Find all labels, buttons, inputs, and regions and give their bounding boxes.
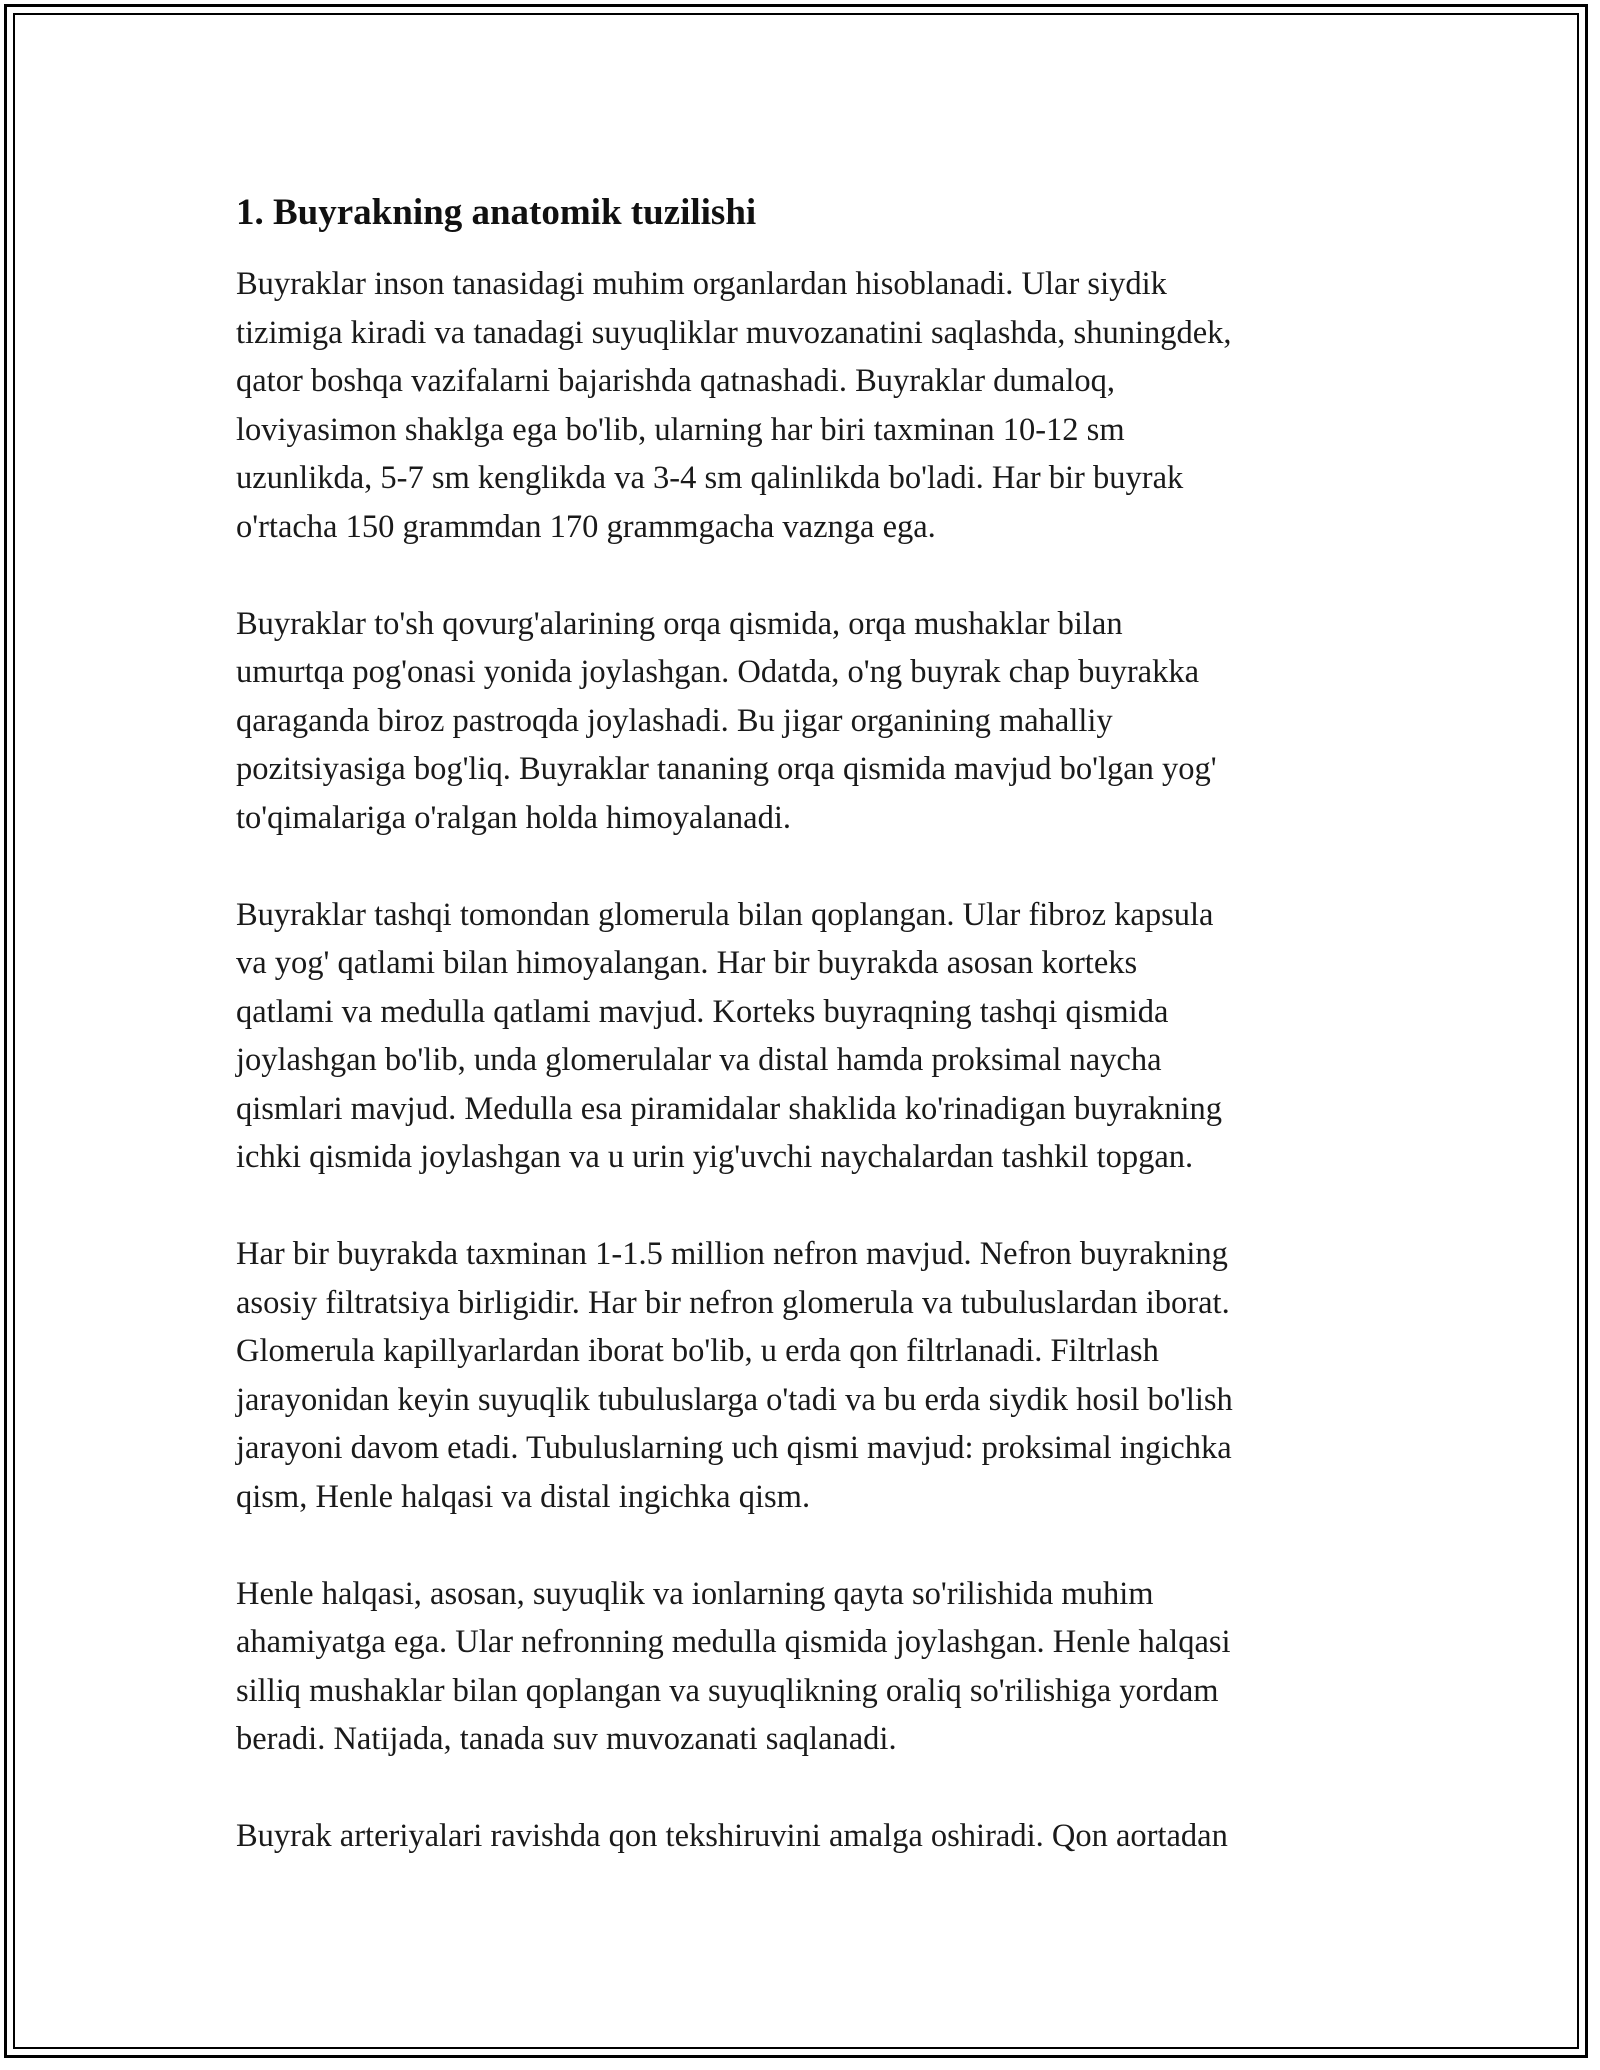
paragraph-3 bbox=[236, 891, 1366, 1182]
paragraph-line: umurtqa pog'onasi yonida joylashgan. Odatda, o'ng buyrak chap buyrakka bbox=[236, 654, 1200, 690]
paragraph-line: ahamiyatga ega. Ular nefronning medulla qismida joylashgan. Henle halqasi bbox=[236, 1624, 1231, 1660]
paragraph-5 bbox=[236, 1570, 1366, 1764]
paragraph-line: to'qimalariga o'ralgan holda himoyalanadi. bbox=[236, 799, 792, 836]
paragraph-line: joylashgan bo'lib, unda glomerulalar va distal hamda proksimal naycha bbox=[236, 1042, 1162, 1078]
paragraph-line: Buyraklar inson tanasidagi muhim organlardan hisoblanadi. Ular siydik bbox=[236, 266, 1167, 302]
paragraph-line: Henle halqasi, asosan, suyuqlik va ionlarning qayta so'rilishida muhim bbox=[236, 1575, 1154, 1612]
section-heading: 1. Buyrakning anatomik tuzilishi bbox=[236, 192, 757, 233]
paragraph-line: pozitsiyasiga bog'liq. Buyraklar tananing orqa qismida mavjud bo'lgan yog' bbox=[236, 751, 1217, 787]
paragraph-line: Har bir buyrakda taxminan 1-1.5 million nefron mavjud. Nefron buyrakning bbox=[236, 1236, 1228, 1272]
paragraph-line: jarayoni davom etadi. Tubuluslarning uch qismi mavjud: proksimal ingichka bbox=[236, 1430, 1232, 1466]
paragraph-line: asosiy filtratsiya birligidir. Har bir nefron glomerula va tubuluslardan iborat. bbox=[236, 1284, 1230, 1321]
paragraph-line: beradi. Natijada, tanada suv muvozanati saqlanadi. bbox=[236, 1721, 897, 1757]
paragraph-line: tizimiga kiradi va tanadagi suyuqliklar muvozanatini saqlashda, shuningdek, bbox=[236, 314, 1232, 351]
paragraph-6 bbox=[236, 1812, 1366, 1861]
paragraph-line: jarayonidan keyin suyuqlik tubuluslarga o'tadi va bu erda siydik hosil bo'lish bbox=[236, 1381, 1233, 1418]
paragraph-line: silliq mushaklar bilan qoplangan va suyuqlikning oraliq so'rilishiga yordam bbox=[236, 1672, 1219, 1709]
paragraph-line: o'rtacha 150 grammdan 170 grammgacha vaznga ega. bbox=[236, 508, 936, 545]
paragraph-2 bbox=[236, 600, 1366, 843]
document-content bbox=[236, 186, 1366, 1909]
paragraph-line: qaraganda biroz pastroqda joylashadi. Bu jigar organining mahalliy bbox=[236, 702, 1113, 739]
paragraph-line: qator boshqa vazifalarni bajarishda qatnashadi. Buyraklar dumaloq, bbox=[236, 363, 1116, 399]
paragraph-line: Buyrak arteriyalari ravishda qon tekshiruvini amalga oshiradi. Qon aortadan bbox=[236, 1818, 1228, 1854]
paragraph-line: Buyraklar to'sh qovurg'alarining orqa qismida, orqa mushaklar bilan bbox=[236, 605, 1123, 642]
paragraph-line: qism, Henle halqasi va distal ingichka qism. bbox=[236, 1478, 811, 1515]
paragraph-line: va yog' qatlami bilan himoyalangan. Har bir buyrakda asosan korteks bbox=[236, 945, 1138, 981]
paragraph-1 bbox=[236, 260, 1366, 551]
paragraph-line: Buyraklar tashqi tomondan glomerula bilan qoplangan. Ular fibroz kapsula bbox=[236, 896, 1214, 933]
paragraph-line: loviyasimon shaklga ega bo'lib, ularning har biri taxminan 10-12 sm bbox=[236, 411, 1125, 448]
paragraph-line: qismlari mavjud. Medulla esa piramidalar shaklida ko'rinadigan buyrakning bbox=[236, 1090, 1223, 1127]
paragraph-4 bbox=[236, 1230, 1366, 1521]
paragraph-line: qatlami va medulla qatlami mavjud. Korteks buyraqning tashqi qismida bbox=[236, 993, 1169, 1030]
paragraph-line: ichki qismida joylashgan va u urin yig'uvchi naychalardan tashkil topgan. bbox=[236, 1139, 1194, 1175]
paragraph-line: uzunlikda, 5-7 sm kenglikda va 3-4 sm qalinlikda bo'ladi. Har bir buyrak bbox=[236, 460, 1184, 496]
paragraphs bbox=[236, 260, 1366, 1861]
paragraph-line: Glomerula kapillyarlardan iborat bo'lib, u erda qon filtrlanadi. Filtrlash bbox=[236, 1333, 1159, 1369]
